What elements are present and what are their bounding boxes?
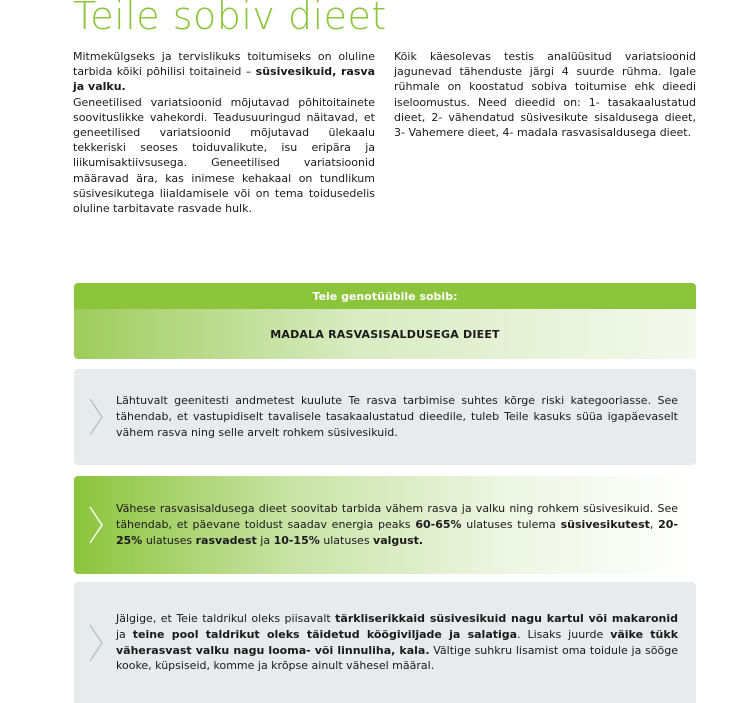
info-box-diet-ratio <box>74 476 696 574</box>
chevron-right-icon <box>88 623 104 663</box>
intro-right-column <box>394 49 696 140</box>
recommended-diet-banner <box>74 309 696 359</box>
chevron-right-icon <box>88 505 104 545</box>
genotype-header-label: Teie genotüübile sobib: <box>312 289 458 303</box>
intro-paragraph-1: Mitmekülgseks ja tervislikuks toitumiseks on oluline tarbida kõiki põhilisi toitaineid – süsivesikuid, rasva ja valku. <box>73 50 375 94</box>
info-box-plate-advice-text: Jälgige, et Teie taldrikul oleks piisavalt tärkliserikkaid süsivesikuid nagu kartul või makaronid ja teine pool taldrikut oleks täidetud köögiviljade ja salatiga. Lisaks juurde väike tükk väherasvast valku nagu looma- või linnuliha, kala. Vältige suhkru lisamist oma toidule ja sööge kooke, küpsiseid, komme ja krõpse ainult vähesel määral. <box>116 611 679 673</box>
intro-paragraph-3: Kõik käesolevas testis analüüsitud variatsioonid jagunevad tähenduste järgi 4 suurde rühma. Igale rühmale on koostatud sobiva toitumise ehk dieedi iseloomustus. Need dieedid on: 1- tasakaalustatud dieet, 2- vähendatud süsivesikute sisaldusega dieet, 3- Vahemere dieet, 4- madala rasvasisaldusega dieet. <box>394 50 696 140</box>
genotype-header <box>74 283 696 309</box>
info-box-risk-text: Lähtuvalt geenitesti andmetest kuulute Te rasva tarbimise suhtes kõrge riski kategooriasse. See tähendab, et vastupidiselt tavalisele tasakaalustatud dieedile, tuleb Teile kasuks süüa igapäevaselt vähem rasva ning selle arvelt rohkem süsivesikuid. <box>116 394 678 439</box>
page-title: Teile sobiv dieet <box>73 0 387 38</box>
info-box-plate-advice <box>74 582 696 703</box>
recommended-diet-label: MADALA RASVASISALDUSEGA DIEET <box>270 327 500 341</box>
intro-paragraph-2: Geneetilised variatsioonid mõjutavad põhitoitainete soovituslikke vahekordi. Teadusuuringud näitavad, et geneetilised variatsioonid mõjutavad ülekaalu tekkeriski seoses toiduvalikute, isu eripära ja liikumisaktiivsusega. Geneetilised variatsioonid määravad ära, kas inimese kehakaal on tundlikum süsivesikutega liialdamisele või on tema toidusedelis oluline tarbitavate rasvade hulk. <box>73 95 375 216</box>
info-box-diet-ratio-text: Vähese rasvasisaldusega dieet soovitab tarbida vähem rasva ja valku ning rohkem süsivesikuid. See tähendab, et päevane toidust saadav energia peaks 60-65% ulatuses tulema süsivesikutest, 20-25% ulatuses rasvadest ja 10-15% ulatuses valgust. <box>116 502 678 547</box>
intro-left-column <box>73 49 375 216</box>
chevron-right-icon <box>88 397 104 437</box>
intro-nutrients-bold: süsivesikuid, rasva ja valku. <box>73 65 375 94</box>
info-box-risk <box>74 369 696 465</box>
